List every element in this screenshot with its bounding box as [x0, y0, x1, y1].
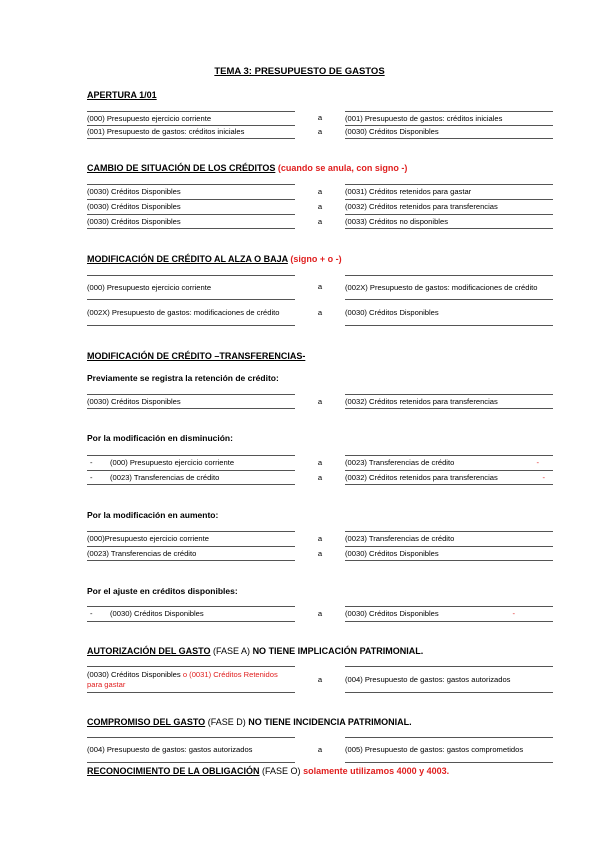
debit-account: (001) Presupuesto de gastos: créditos iniciales: [87, 125, 295, 139]
debit-account: - (000) Presupuesto ejercicio corriente: [87, 455, 295, 470]
credit-account: (0032) Créditos retenidos para transferencias: [345, 199, 553, 214]
separator: a: [317, 113, 323, 123]
separator: a: [317, 127, 323, 137]
credit-account: (0030) Créditos Disponibles: [345, 299, 553, 326]
entry-row-cambio-2: [87, 199, 553, 214]
credit-account: (0030) Créditos Disponibles -: [345, 606, 553, 622]
entry-row-modificacion-1: [87, 275, 553, 299]
debit-account: (0030) Créditos Disponibles: [87, 394, 295, 409]
entry-row-cambio-3: [87, 214, 553, 229]
separator: a: [317, 548, 323, 558]
credit-account: (0032) Créditos retenidos para transferencias -: [345, 470, 553, 485]
entry-row-autorizacion: [87, 666, 553, 693]
heading-compromiso: COMPROMISO DEL GASTO (FASE D) NO TIENE INCIDENCIA PATRIMONIAL.: [87, 717, 412, 727]
entry-row-cambio-1: [87, 184, 553, 199]
separator: a: [317, 745, 323, 755]
credit-account: (0032) Créditos retenidos para transferencias: [345, 394, 553, 409]
entry-row-modificacion-2: [87, 299, 553, 326]
separator: a: [317, 609, 323, 619]
page-title: TEMA 3: PRESUPUESTO DE GASTOS: [214, 66, 385, 77]
entry-row-compromiso: [87, 737, 553, 763]
debit-account: (000) Presupuesto ejercicio corriente: [87, 111, 295, 125]
debit-account: (0030) Créditos Disponibles: [87, 184, 295, 199]
entry-row-aumento-2: [87, 546, 553, 561]
debit-account: (000) Presupuesto ejercicio corriente: [87, 275, 295, 299]
debit-account: (000)Presupuesto ejercicio corriente: [87, 531, 295, 546]
minus-sign: -: [90, 609, 93, 619]
credit-account: (0031) Créditos retenidos para gastar: [345, 184, 553, 199]
minus-sign: -: [512, 609, 515, 619]
credit-account: (005) Presupuesto de gastos: gastos comprometidos: [345, 737, 553, 763]
heading-autorizacion: AUTORIZACIÓN DEL GASTO (FASE A) NO TIENE IMPLICACIÓN PATRIMONIAL.: [87, 646, 424, 656]
debit-account: (0030) Créditos Disponibles o (0031) Créditos Retenidos para gastar: [87, 666, 295, 693]
minus-sign: -: [542, 472, 545, 482]
credit-account: (002X) Presupuesto de gastos: modificaciones de crédito: [345, 275, 553, 299]
credit-account: (0033) Créditos no disponibles: [345, 214, 553, 229]
minus-sign: -: [536, 458, 539, 468]
credit-account: (004) Presupuesto de gastos: gastos autorizados: [345, 666, 553, 693]
debit-account: (0030) Créditos Disponibles: [87, 199, 295, 214]
entry-row-aumento-1: [87, 531, 553, 546]
separator: a: [317, 186, 323, 196]
minus-sign: -: [90, 458, 93, 468]
heading-modificacion-alza-baja: MODIFICACIÓN DE CRÉDITO AL ALZA O BAJA (signo + o -): [87, 254, 342, 264]
entry-row-apertura-1: [87, 111, 553, 125]
credit-account: (0030) Créditos Disponibles: [345, 125, 553, 139]
separator: a: [317, 201, 323, 211]
debit-account: (0023) Transferencias de crédito: [87, 546, 295, 561]
debit-account: (002X) Presupuesto de gastos: modificaciones de crédito: [87, 299, 295, 326]
separator: a: [317, 457, 323, 467]
separator: a: [317, 216, 323, 226]
entry-row-previamente: [87, 394, 553, 409]
credit-account: (0030) Créditos Disponibles: [345, 546, 553, 561]
heading-transferencias: MODIFICACIÓN DE CRÉDITO –TRANSFERENCIAS-: [87, 351, 306, 361]
credit-account: (0023) Transferencias de crédito -: [345, 455, 553, 470]
entry-row-ajuste: [87, 606, 553, 622]
entry-row-apertura-2: [87, 125, 553, 139]
label-previamente: Previamente se registra la retención de crédito:: [87, 373, 279, 383]
debit-account: (0030) Créditos Disponibles: [87, 214, 295, 229]
separator: a: [317, 307, 323, 317]
separator: a: [317, 472, 323, 482]
debit-account: - (0030) Créditos Disponibles: [87, 606, 295, 622]
credit-account: (0023) Transferencias de crédito: [345, 531, 553, 546]
label-aumento: Por la modificación en aumento:: [87, 510, 219, 520]
separator: a: [317, 282, 323, 292]
entry-row-disminucion-2: [87, 470, 553, 485]
label-ajuste: Por el ajuste en créditos disponibles:: [87, 586, 238, 596]
separator: a: [317, 396, 323, 406]
label-disminucion: Por la modificación en disminución:: [87, 433, 233, 443]
minus-sign: -: [90, 472, 93, 482]
heading-cambio-situacion: CAMBIO DE SITUACIÓN DE LOS CRÉDITOS (cuando se anula, con signo -): [87, 163, 408, 173]
entry-row-disminucion-1: [87, 455, 553, 470]
credit-account: (001) Presupuesto de gastos: créditos iniciales: [345, 111, 553, 125]
separator: a: [317, 533, 323, 543]
heading-reconocimiento: RECONOCIMIENTO DE LA OBLIGACIÓN (FASE O) solamente utilizamos 4000 y 4003.: [87, 766, 450, 776]
heading-apertura: APERTURA 1/01: [87, 90, 157, 100]
debit-account: - (0023) Transferencias de crédito: [87, 470, 295, 485]
debit-account: (004) Presupuesto de gastos: gastos autorizados: [87, 737, 295, 763]
separator: a: [317, 674, 323, 684]
